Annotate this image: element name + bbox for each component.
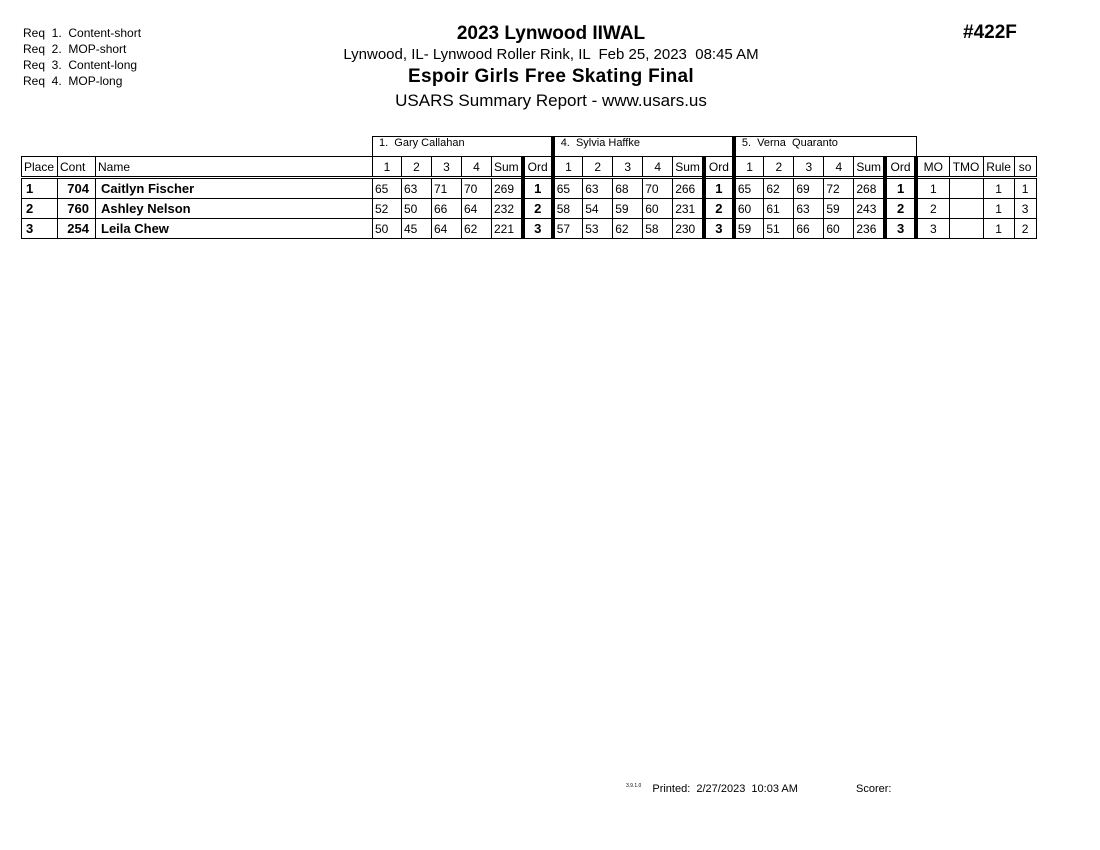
- score: 70: [643, 178, 673, 199]
- table-row: [22, 178, 1037, 199]
- place: 1: [22, 178, 58, 199]
- score: 63: [402, 178, 432, 199]
- report-title: USARS Summary Report - www.usars.us: [395, 91, 707, 110]
- ordinal: 3: [885, 219, 916, 239]
- skater-name: Ashley Nelson: [96, 199, 373, 219]
- so: 3: [1014, 199, 1036, 219]
- report-header: [300, 22, 802, 112]
- col-j1-1: 1: [373, 157, 402, 178]
- judge-3-name: 5. Verna Quaranto: [734, 137, 916, 157]
- col-j2-ord: Ord: [704, 157, 734, 178]
- ordinal: 1: [885, 178, 916, 199]
- score: 61: [764, 199, 794, 219]
- tmo: [949, 219, 983, 239]
- ordinal: 1: [704, 178, 734, 199]
- requirement-item: Req 4. MOP-long: [23, 74, 123, 88]
- score: 58: [643, 219, 673, 239]
- judge-1-name: 1. Gary Callahan: [373, 137, 553, 157]
- requirement-item: Req 1. Content-short: [23, 26, 142, 40]
- event-number: #422F: [963, 22, 1017, 43]
- score: 64: [462, 199, 492, 219]
- mo: 1: [916, 178, 949, 199]
- judge-header-row: [22, 137, 1037, 157]
- skater-name: Caitlyn Fischer: [96, 178, 373, 199]
- location-date: Lynwood, IL- Lynwood Roller Rink, IL Feb 25, 2023 08:45 AM: [343, 46, 759, 63]
- score: 50: [373, 219, 402, 239]
- col-so: so: [1014, 157, 1036, 178]
- score: 50: [402, 199, 432, 219]
- tmo: [949, 199, 983, 219]
- score: 53: [583, 219, 613, 239]
- tmo: [949, 178, 983, 199]
- rule: 1: [983, 199, 1014, 219]
- table-row: [22, 199, 1037, 219]
- sum: 231: [673, 199, 704, 219]
- place: 3: [22, 219, 58, 239]
- score: 66: [794, 219, 824, 239]
- cont: 760: [58, 199, 96, 219]
- score: 62: [613, 219, 643, 239]
- col-j2-2: 2: [583, 157, 613, 178]
- sum: 232: [492, 199, 523, 219]
- scorer-label: Scorer:: [856, 783, 892, 795]
- cont: 704: [58, 178, 96, 199]
- sum: 236: [854, 219, 885, 239]
- score: 65: [553, 178, 583, 199]
- score: 62: [764, 178, 794, 199]
- cont: 254: [58, 219, 96, 239]
- score: 65: [734, 178, 764, 199]
- sum: 221: [492, 219, 523, 239]
- requirement-item: Req 2. MOP-short: [23, 42, 127, 56]
- col-place: Place: [22, 157, 58, 178]
- col-j2-sum: Sum: [673, 157, 704, 178]
- mo: 2: [916, 199, 949, 219]
- score: 70: [462, 178, 492, 199]
- printed-timestamp: Printed: 2/27/2023 10:03 AM: [652, 783, 798, 795]
- skater-name: Leila Chew: [96, 219, 373, 239]
- score: 64: [432, 219, 462, 239]
- col-j1-ord: Ord: [523, 157, 553, 178]
- score: 65: [373, 178, 402, 199]
- col-rule: Rule: [983, 157, 1014, 178]
- score: 58: [553, 199, 583, 219]
- col-name: Name: [96, 157, 373, 178]
- print-footer: [626, 783, 798, 795]
- score: 54: [583, 199, 613, 219]
- ordinal: 3: [704, 219, 734, 239]
- score: 66: [432, 199, 462, 219]
- score: 60: [734, 199, 764, 219]
- score: 63: [794, 199, 824, 219]
- sum: 266: [673, 178, 704, 199]
- score: 51: [764, 219, 794, 239]
- score: 68: [613, 178, 643, 199]
- score: 62: [462, 219, 492, 239]
- score: 60: [824, 219, 854, 239]
- rule: 1: [983, 178, 1014, 199]
- score: 69: [794, 178, 824, 199]
- competition-title: 2023 Lynwood IIWAL: [456, 23, 646, 44]
- score: 60: [643, 199, 673, 219]
- col-j3-ord: Ord: [885, 157, 916, 178]
- requirements-list: [23, 25, 141, 89]
- so: 1: [1014, 178, 1036, 199]
- col-j3-sum: Sum: [854, 157, 885, 178]
- ordinal: 2: [704, 199, 734, 219]
- score: 59: [824, 199, 854, 219]
- col-tmo: TMO: [949, 157, 983, 178]
- col-j2-1: 1: [553, 157, 583, 178]
- score: 52: [373, 199, 402, 219]
- ordinal: 1: [523, 178, 553, 199]
- results-table: [21, 136, 1037, 239]
- so: 2: [1014, 219, 1036, 239]
- col-j3-4: 4: [824, 157, 854, 178]
- score: 59: [613, 199, 643, 219]
- requirement-item: Req 3. Content-long: [23, 58, 138, 72]
- ordinal: 2: [523, 199, 553, 219]
- mo: 3: [916, 219, 949, 239]
- software-version: 3.9.1.0: [626, 783, 642, 789]
- col-j1-2: 2: [402, 157, 432, 178]
- score: 45: [402, 219, 432, 239]
- column-header-row: [22, 157, 1037, 178]
- ordinal: 2: [885, 199, 916, 219]
- place: 2: [22, 199, 58, 219]
- col-j2-3: 3: [613, 157, 643, 178]
- ordinal: 3: [523, 219, 553, 239]
- score: 57: [553, 219, 583, 239]
- col-j3-3: 3: [794, 157, 824, 178]
- table-row: [22, 219, 1037, 239]
- col-j1-sum: Sum: [492, 157, 523, 178]
- col-cont: Cont: [58, 157, 96, 178]
- score: 71: [432, 178, 462, 199]
- score: 63: [583, 178, 613, 199]
- col-mo: MO: [916, 157, 949, 178]
- sum: 269: [492, 178, 523, 199]
- event-title: Espoir Girls Free Skating Final: [408, 66, 694, 87]
- judge-2-name: 4. Sylvia Haffke: [553, 137, 734, 157]
- score: 59: [734, 219, 764, 239]
- col-j3-1: 1: [734, 157, 764, 178]
- sum: 268: [854, 178, 885, 199]
- col-j2-4: 4: [643, 157, 673, 178]
- sum: 243: [854, 199, 885, 219]
- sum: 230: [673, 219, 704, 239]
- col-j1-3: 3: [432, 157, 462, 178]
- col-j3-2: 2: [764, 157, 794, 178]
- col-j1-4: 4: [462, 157, 492, 178]
- rule: 1: [983, 219, 1014, 239]
- score: 72: [824, 178, 854, 199]
